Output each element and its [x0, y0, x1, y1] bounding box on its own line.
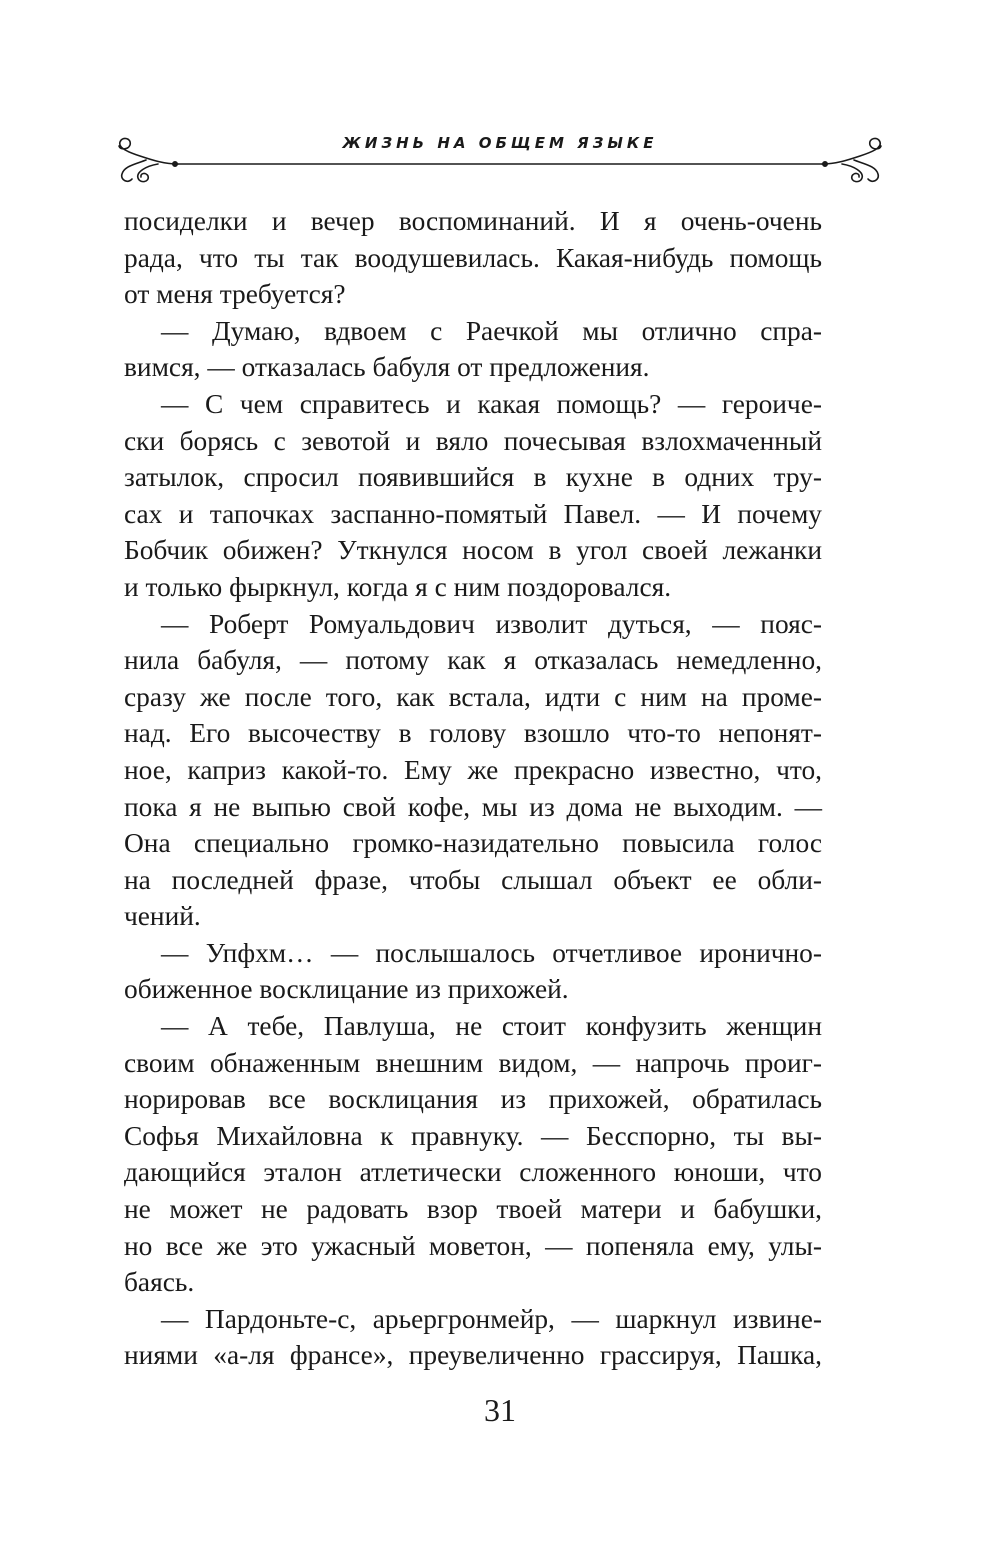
- text-line: не может не радовать взор твоей матери и бабушки,: [124, 1194, 822, 1225]
- text-line: посиделки и вечер воспоминаний. И я очень-очень: [124, 206, 822, 236]
- text-line: — С чем справитесь и какая помощь? — героиче-: [161, 388, 822, 419]
- text-line: вимся, — отказалась бабуля от предложения.: [124, 352, 650, 383]
- text-line: ниями «а-ля франсе», преувеличенно грассируя, Пашка,: [124, 1340, 822, 1371]
- text-line: баясь.: [124, 1267, 195, 1298]
- text-line: Софья Михайловна к правнуку. — Бесспорно, ты вы-: [124, 1120, 822, 1151]
- text-line: на последней фразе, чтобы слышал объект ее обли-: [124, 864, 822, 895]
- text-line: сах и тапочках заспанно-помятый Павел. — И почему: [124, 498, 822, 529]
- text-line: — Пардоньте-с, арьергронмейр, — шаркнул извине-: [161, 1303, 822, 1334]
- text-line: — А тебе, Павлуша, не стоит конфузить женщин: [161, 1011, 822, 1042]
- header-ornament: [100, 130, 900, 190]
- text-line: затылок, спросил появившийся в кухне в одних тру-: [124, 462, 822, 493]
- text-line: сразу же после того, как встала, идти с ним на проме-: [124, 681, 822, 712]
- text-line: нила бабуля, — потому как я отказалась немедленно,: [124, 645, 822, 676]
- text-line: — Думаю, вдвоем с Раечкой мы отлично спра-: [161, 315, 822, 346]
- text-line: от меня требуется?: [124, 279, 346, 310]
- text-line: норировав все восклицания из прихожей, обратилась: [124, 1084, 822, 1115]
- body-text: [124, 203, 822, 1374]
- text-line: Бобчик обижен? Уткнулся носом в угол своей лежанки: [124, 535, 822, 566]
- text-line: чений.: [124, 901, 201, 932]
- text-line: обиженное восклицание из прихожей.: [124, 974, 569, 1005]
- text-line: Она специально громко-назидательно повысила голос: [124, 828, 822, 859]
- text-line: пока я не выпью свой кофе, мы из дома не выходим. —: [124, 791, 822, 822]
- page-number: 31: [484, 1392, 516, 1428]
- text-line: ное, каприз какой-то. Ему же прекрасно известно, что,: [124, 754, 822, 785]
- text-line: и только фыркнул, когда я с ним поздоровался.: [124, 571, 672, 602]
- text-line: дающийся эталон атлетически сложенного юноши, что: [124, 1157, 822, 1188]
- text-line: рада, что ты так воодушевилась. Какая-нибудь помощь: [124, 242, 822, 273]
- text-line: над. Его высочеству в голову взошло что-то непонят-: [124, 718, 822, 749]
- text-line: ски борясь с зевотой и вяло почесывая взлохмаченный: [124, 425, 822, 456]
- running-head: ЖИЗНЬ НА ОБЩЕМ ЯЗЫКЕ: [342, 134, 658, 152]
- text-line: своим обнаженным внешним видом, — напрочь проиг-: [124, 1047, 822, 1078]
- text-line: но все же это ужасный моветон, — попеняла ему, улы-: [124, 1230, 822, 1261]
- text-line: — Упфхм… — послышалось отчетливое иронично-: [161, 937, 822, 968]
- text-line: — Роберт Ромуальдович изволит дуться, — пояс-: [161, 608, 822, 639]
